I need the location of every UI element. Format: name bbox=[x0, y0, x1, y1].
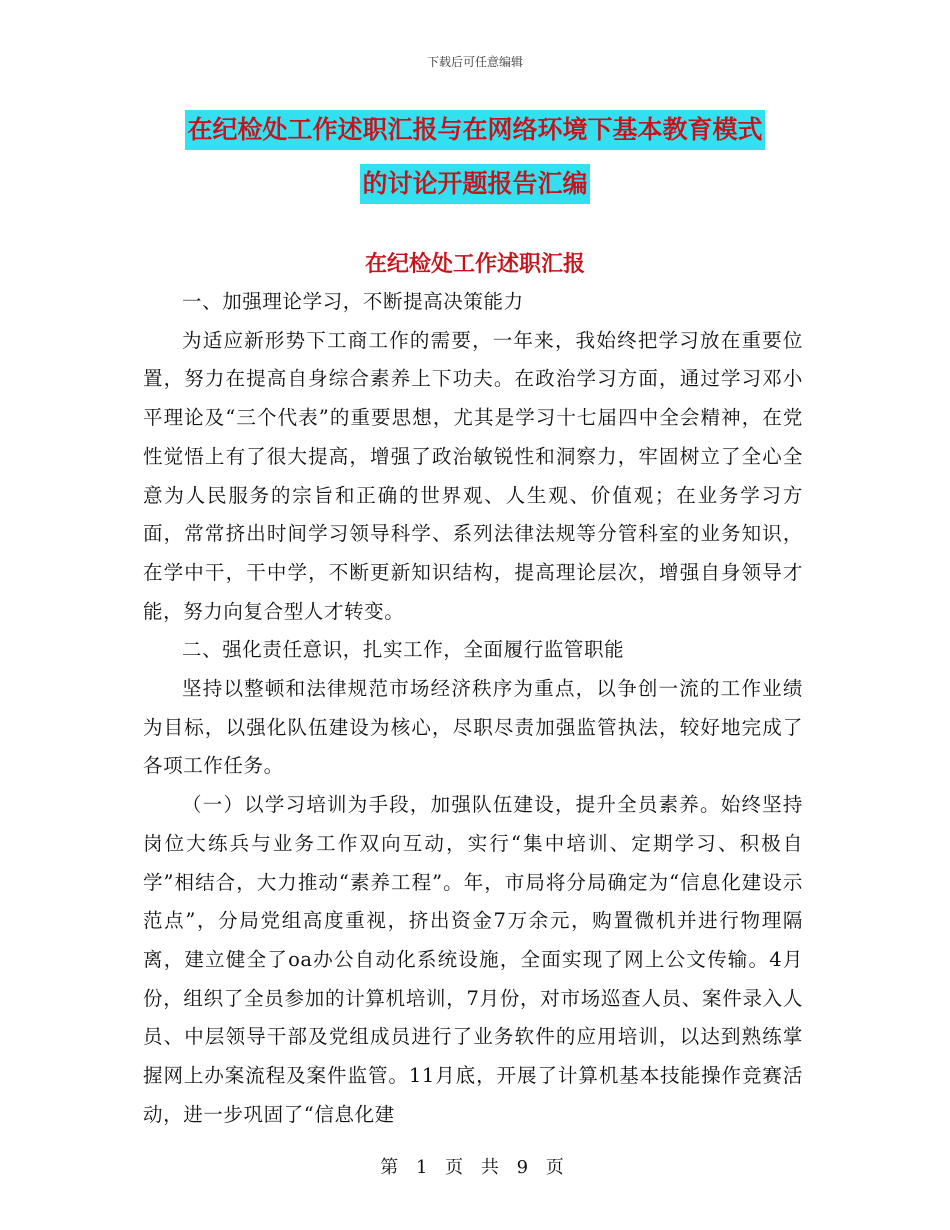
section-title: 在纪检处工作述职汇报 bbox=[364, 251, 585, 277]
page-number-footer: 第 1 页 共 9 页 bbox=[380, 1157, 570, 1178]
paragraph-2: 坚持以整顿和法律规范市场经济秩序为重点，以争创一流的工作业绩为目标，以强化队伍建设为核心，尽职尽责加强监管执法，较好地完成了各项工作任务。 bbox=[143, 677, 803, 778]
heading-1: 一、加强理论学习，不断提高决策能力 bbox=[182, 290, 524, 313]
paragraph-3: （一）以学习培训为手段，加强队伍建设，提升全员素养。始终坚持岗位大练兵与业务工作双向互动，实行“集中培训、定期学习、积极自学”相结合，大力推动“素养工程”。年，市局将分局确定为“信息化建设示范点”，分局党组高度重视，挤出资金7万余元，购置微机并进行物理隔离，建立健全了oa办公自动化系统设施，全面实现了网上公文传输。4月份，组织了全员参加的计算机培训，7月份，对市场巡查人员、案件录入人员、中层领导干部及党组成员进行了业务软件的应用培训，以达到熟练掌握网上办案流程及案件监管。11月底，开展了计算机基本技能操作竞赛活动，进一步巩固了“信息化建 bbox=[143, 793, 803, 1126]
document-title-line-2: 的讨论开题报告汇编 bbox=[360, 164, 589, 204]
document-title bbox=[0, 110, 950, 218]
heading-2: 二、强化责任意识，扎实工作，全面履行监管职能 bbox=[182, 638, 625, 662]
document-title-line-1: 在纪检处工作述职汇报与在网络环境下基本教育模式 bbox=[185, 110, 764, 150]
document-body bbox=[143, 283, 803, 1134]
page-header-note: 下载后可任意编辑 bbox=[426, 55, 523, 69]
paragraph-1: 为适应新形势下工商工作的需要，一年来，我始终把学习放在重要位置，努力在提高自身综合素养上下功夫。在政治学习方面，通过学习邓小平理论及“三个代表”的重要思想，尤其是学习十七届四中全会精神，在党性觉悟上有了很大提高，增强了政治敏锐性和洞察力，牢固树立了全心全意为人民服务的宗旨和正确的世界观、人生观、价值观；在业务学习方面，常常挤出时间学习领导科学、系列法律法规等分管科室的业务知识，在学中干，干中学，不断更新知识结构，提高理论层次，增强自身领导才能，努力向复合型人才转变。 bbox=[143, 328, 803, 623]
